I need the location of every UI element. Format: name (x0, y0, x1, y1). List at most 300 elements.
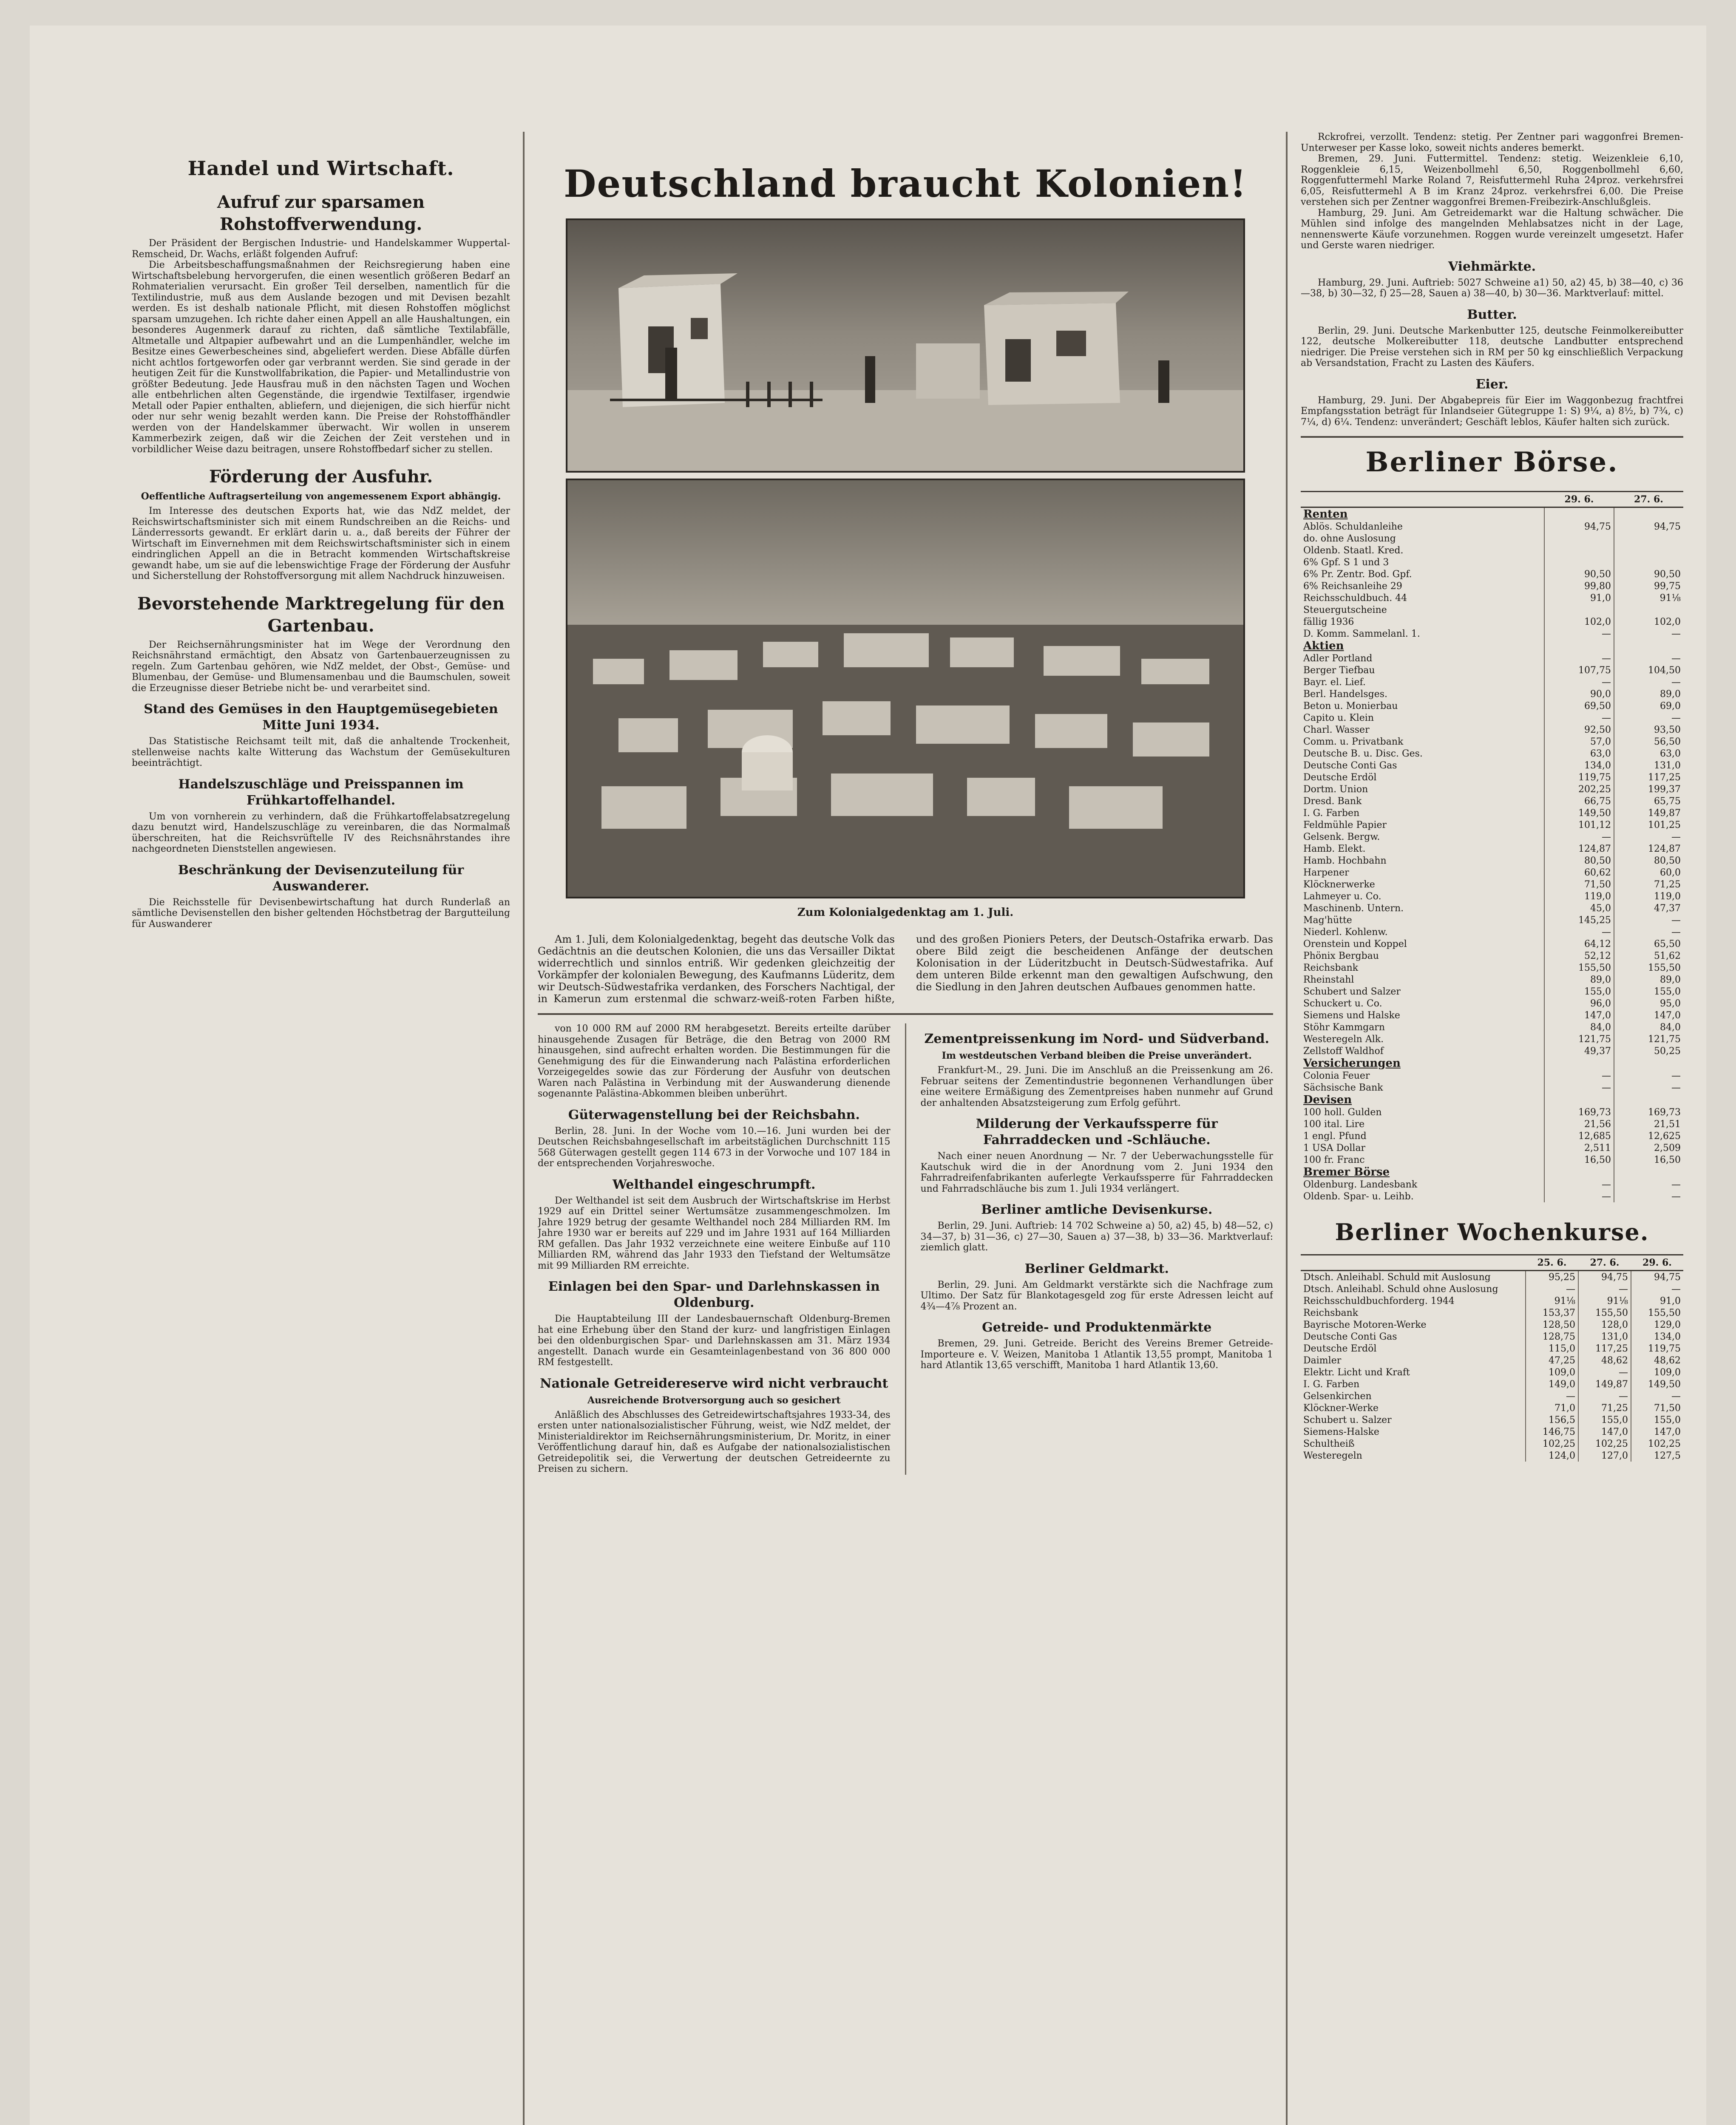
quote-value: — (1614, 1190, 1683, 1202)
quote-value (1614, 1166, 1683, 1179)
security-name: Deutsche B. u. Disc. Ges. (1303, 748, 1423, 759)
table-row (1301, 807, 1683, 819)
center-subcolumn-1 (538, 1023, 891, 1475)
security-name: Schultheiß (1303, 1438, 1355, 1449)
security-name: Siemens-Halske (1303, 1426, 1379, 1437)
table-row (1301, 974, 1683, 986)
table-row (1301, 1033, 1683, 1045)
article-text: Bremen, 29. Juni. Getreide. Bericht des Vereins Bremer Getreide-Importeure e. V. Weizen, Manitoba 1 Atlantik 13,55 prompt, Manitoba 1 hard Atlantik 13,65 verschifft, Manitoba 1 hard Atlantik 13,60. (920, 1338, 1273, 1371)
security-name: Klöckner-Werke (1303, 1402, 1379, 1414)
quote-value: 155,0 (1631, 1414, 1683, 1426)
quote-value (1614, 1057, 1683, 1070)
table-row (1301, 1366, 1683, 1378)
security-name: Capito u. Klein (1303, 712, 1374, 723)
table-row (1301, 1190, 1683, 1202)
security-name: Oldenburg. Landesbank (1303, 1179, 1418, 1190)
horizontal-rule (1301, 436, 1683, 438)
quote-value: — (1544, 1179, 1614, 1190)
table-row (1301, 1331, 1683, 1343)
main-title: Deutschland braucht Kolonien! (564, 162, 1247, 206)
table-row (1301, 616, 1683, 628)
security-name: Berl. Handelsges. (1303, 688, 1388, 700)
quote-value: 147,0 (1578, 1426, 1631, 1438)
table-row (1301, 771, 1683, 783)
article-title: Milderung der Verkaufssperre für Fahrraddecken und -Schläuche. (976, 1116, 1218, 1148)
article-paragraph: Im Interesse des deutschen Exports hat, wie das NdZ meldet, der Reichswirtschaftsminister sich mit einem Rundschreiben an die Reichs- und Länderressorts gewandt. Er erklärt darin u. a., daß bereits der Führer der Wirtschaft im Einvernehmen mit dem Reichswirtschaftsminister sich in einem eindringlichen Appell an die in Betracht kommenden Wirtschaftskreise gewandt habe, um sie auf die lebenswichtige Frage der Förderung der Ausfuhr und Sicherstellung der Rohstoffversorgung mit allem Nachdruck hinzuweisen. (132, 506, 510, 581)
security-name: Westeregeln Alk. (1303, 1034, 1384, 1045)
quote-value: 60,62 (1544, 867, 1614, 878)
table-row (1301, 736, 1683, 748)
quote-value: 56,50 (1614, 736, 1683, 748)
quote-value: 119,0 (1614, 890, 1683, 902)
quote-value: 124,0 (1526, 1450, 1578, 1462)
article-title: Berliner amtliche Devisenkurse. (981, 1202, 1213, 1217)
table-row (1301, 1450, 1683, 1462)
article-text: Berlin, 29. Juni. Auftrieb: 14 702 Schweine a) 50, a2) 45, b) 48—52, c) 34—37, b) 31—36, c) 27—30, Sauen a) 37—38, b) 33—36. Marktverlauf: ziemlich glatt. (920, 1221, 1273, 1253)
table-row (1301, 1166, 1683, 1179)
security-name: Dtsch. Anleihabl. Schuld ohne Auslosung (1303, 1284, 1498, 1295)
quote-value: 127,0 (1578, 1450, 1631, 1462)
table-row (1301, 997, 1683, 1009)
quote-value: 169,73 (1544, 1106, 1614, 1118)
table-row (1301, 1179, 1683, 1190)
security-name: Dresd. Bank (1303, 796, 1362, 807)
article-title: Berliner Geldmarkt. (1024, 1261, 1169, 1276)
photo-settlement-early (566, 218, 1245, 473)
quote-value: 84,0 (1544, 1021, 1614, 1033)
quote-value: 16,50 (1544, 1154, 1614, 1166)
quote-value: 51,62 (1614, 950, 1683, 962)
security-name: Gelsenk. Bergw. (1303, 831, 1380, 842)
table-row (1301, 1378, 1683, 1390)
security-name: Harpener (1303, 867, 1349, 878)
article-paragraph: Um von vornherein zu verhindern, daß die Frühkartoffelabsatzregelung dazu benutzt wird, Handelszuschläge zu vereinbaren, die das Normalmaß überschreiten, hat die Reichsvrüftelle IV des Reichsnährstandes ihre nachgeordneten Dienststellen angewiesen. (132, 811, 510, 854)
article-title: Förderung der Ausfuhr. (209, 467, 433, 487)
security-name: Daimler (1303, 1355, 1342, 1366)
article-gartenbau (132, 593, 510, 694)
quote-value: 145,25 (1544, 914, 1614, 926)
table-row (1301, 795, 1683, 807)
market-report-text: Bremen, 29. Juni. Futtermittel. Tendenz: stetig. Weizenkleie 6,10, Roggenkleie 6,15, Weizenbollmehl 6,50, Roggenbollmehl 6,60, Roggenfuttermehl Marke Roland 7, Reisfuttermehl Ruha 24proz. verkehrsfrei 6,05, Reisfuttermehl A B im Kranz 24proz. verkehrsfrei 6,00. Die Preise verstehen sich per Zentner waggonfrei Bremen-Freibezirk-Anschlußgleis. (1301, 153, 1683, 207)
quote-value: — (1544, 628, 1614, 640)
security-name: Westeregeln (1303, 1450, 1362, 1461)
security-name: Sächsische Bank (1303, 1082, 1383, 1093)
quote-value: 149,87 (1614, 807, 1683, 819)
quote-value: — (1614, 712, 1683, 724)
table-row (1301, 652, 1683, 664)
quote-value: 101,12 (1544, 819, 1614, 831)
section-heading: Handel und Wirtschaft. (187, 157, 454, 180)
table-row (1301, 1021, 1683, 1033)
quote-value: — (1526, 1390, 1578, 1402)
quote-value (1544, 1094, 1614, 1106)
quote-value: 119,75 (1544, 771, 1614, 783)
security-name: Berger Tiefbau (1303, 665, 1375, 676)
table-row (1301, 1130, 1683, 1142)
security-name: Comm. u. Privatbank (1303, 736, 1404, 747)
article-paragraph: Der Reichsernährungsminister hat im Wege der Verordnung den Reichsnährstand ermächtigt, den Absatz von Gartenbauerzeugnissen zu regeln. Zum Gartenbau gehören, wie NdZ meldet, der Obst-, Gemüse- und Blumenbau, der Gemüse- und Blumensamenbau und die Baumschulen, soweit die Erzeugnisse dieser Betriebe nicht be- und verarbeitet sind. (132, 639, 510, 694)
quote-value: 12,625 (1614, 1130, 1683, 1142)
table-row (1301, 926, 1683, 938)
quote-value: — (1631, 1283, 1683, 1295)
quote-value: 115,0 (1526, 1343, 1578, 1354)
quote-value: 94,75 (1614, 521, 1683, 533)
table-row (1301, 1414, 1683, 1426)
quote-value: — (1578, 1366, 1631, 1378)
market-report-title: Viehmärkte. (1448, 259, 1536, 274)
quote-value: — (1614, 926, 1683, 938)
security-name: 1 USA Dollar (1303, 1142, 1366, 1153)
article-subtitle: Ausreichende Brotversorgung auch so gesichert (587, 1394, 841, 1406)
table-row (1301, 1295, 1683, 1307)
market-reports (1301, 132, 1683, 428)
security-name: Mag'hütte (1303, 915, 1352, 926)
quote-value: 109,0 (1631, 1366, 1683, 1378)
article-title: Handelszuschläge und Preisspannen im Frühkartoffelhandel. (178, 776, 464, 808)
quote-value: 94,75 (1578, 1271, 1631, 1284)
quote-value: 107,75 (1544, 664, 1614, 676)
table-row (1301, 568, 1683, 580)
table-header: 27. 6. (1578, 1255, 1631, 1271)
table-row (1301, 855, 1683, 867)
table-row (1301, 700, 1683, 712)
quote-value: 65,50 (1614, 938, 1683, 950)
security-name: Stöhr Kammgarn (1303, 1022, 1385, 1033)
article-title: Aufruf zur sparsamen Rohstoffverwendung. (217, 192, 425, 234)
table-row (1301, 1057, 1683, 1070)
quote-value: 93,50 (1614, 724, 1683, 736)
quote-value: 66,75 (1544, 795, 1614, 807)
article-text: Berlin, 28. Juni. In der Woche vom 10.—16. Juni wurden bei der Deutschen Reichsbahngesellschaft im arbeitstäglichen Durchschnitt 115 568 Güterwagen gestellt gegen 114 673 in der Vorwoche und 107 184 in der entsprechenden Vorjahreswoche. (538, 1125, 891, 1169)
quote-value: 134,0 (1631, 1331, 1683, 1343)
quote-value: 202,25 (1544, 783, 1614, 795)
article-title: Nationale Getreidereserve wird nicht verbraucht (540, 1376, 888, 1391)
quote-value: 91⅛ (1578, 1295, 1631, 1307)
quote-value: 128,75 (1526, 1331, 1578, 1343)
quote-value: 102,25 (1578, 1438, 1631, 1450)
quote-value (1614, 640, 1683, 652)
quote-value: — (1578, 1390, 1631, 1402)
security-name: Reichsschuldbuchforderg. 1944 (1303, 1295, 1455, 1306)
security-name: D. Komm. Sammelanl. 1. (1303, 628, 1420, 639)
quote-value: — (1544, 831, 1614, 843)
quote-value (1614, 544, 1683, 556)
quote-value: — (1614, 1082, 1683, 1094)
quote-value (1614, 1094, 1683, 1106)
newspaper-page (30, 26, 1706, 2125)
security-name: do. ohne Auslosung (1303, 533, 1396, 544)
security-name: Aktien (1303, 640, 1344, 652)
table-row (1301, 1319, 1683, 1331)
table-row (1301, 1009, 1683, 1021)
quote-value: 147,0 (1631, 1426, 1683, 1438)
quote-value: 16,50 (1614, 1154, 1683, 1166)
article-text: Anläßlich des Abschlusses des Getreidewirtschaftsjahres 1933-34, des ersten unter nationalsozialistischer Führung, weist, wie NdZ meldet, der Ministerialdirektor im Reichsernährungsministerium, Dr. Moritz, in einer Veröffentlichung darauf hin, daß es Aufgabe der nationalsozialistischen Getreidepolitik sei, die Verwertung der deutschen Getreideernte zu Preisen zu sichern. (538, 1409, 891, 1474)
quote-value: 94,75 (1631, 1271, 1683, 1284)
quote-value: — (1614, 628, 1683, 640)
market-report-title: Eier. (1475, 377, 1509, 392)
table-row (1301, 986, 1683, 997)
quote-value (1544, 1057, 1614, 1070)
table-row (1301, 724, 1683, 736)
security-name: Bayr. el. Lief. (1303, 677, 1366, 688)
table-row (1301, 1390, 1683, 1402)
quote-value: 71,25 (1578, 1402, 1631, 1414)
quote-value: — (1631, 1390, 1683, 1402)
quote-value: 21,51 (1614, 1118, 1683, 1130)
quote-value: 149,87 (1578, 1378, 1631, 1390)
center-column (538, 132, 1273, 2125)
table-row (1301, 1307, 1683, 1319)
security-name: 100 fr. Franc (1303, 1154, 1365, 1165)
market-report-text: Hamburg, 29. Juni. Am Getreidemarkt war die Haltung schwächer. Die Mühlen sind infolge des mangelnden Mehlabsatzes nicht in der Lage, nennenswerte Käufe vorzunehmen. Roggen wurde vereinzelt umgesetzt. Hafer und Gerste waren niedriger. (1301, 207, 1683, 251)
quote-value: 48,62 (1578, 1354, 1631, 1366)
quote-value: — (1544, 676, 1614, 688)
table-row (1301, 521, 1683, 533)
quote-value: 153,37 (1526, 1307, 1578, 1319)
table-row (1301, 1426, 1683, 1438)
table-row (1301, 902, 1683, 914)
horizontal-rule (538, 1013, 1273, 1015)
market-report-title: Butter. (1467, 307, 1517, 322)
market-report-text: Berlin, 29. Juni. Deutsche Markenbutter 125, deutsche Feinmolkereibutter 122, deutsche Molkereibutter 118, deutsche Landbutter entsprechend niedriger. Die Preise verstehen sich in RM per 50 kg einschließlich Verpackung ab Versandstation, Fracht zu Lasten des Käufers. (1301, 325, 1683, 368)
table-row (1301, 759, 1683, 771)
quote-value: 90,50 (1544, 568, 1614, 580)
security-name: Deutsche Conti Gas (1303, 760, 1397, 771)
quote-value: 64,12 (1544, 938, 1614, 950)
security-name: Oldenb. Spar- u. Leihb. (1303, 1191, 1414, 1202)
column-rule (905, 1023, 906, 1475)
quote-value: 91,0 (1631, 1295, 1683, 1307)
wochenkurse-table (1301, 1254, 1683, 1462)
article-text: von 10 000 RM auf 2000 RM herabgesetzt. Bereits erteilte darüber hinausgehende Zusagen für Beträge, die den Betrag von 2000 RM hinausgehen, sind aufrecht erhalten worden. Die Bestimmungen für die Genehmigung des für die Einwanderung nach Palästina erforderlichen Vorzeigegeldes sowie das zur Förderung der Ausfuhr von deutschen Waren nach Palästina in Verbindung mit der Auswanderung dienende sogenannte Palästina-Abkommen bleiben unberührt. (538, 1023, 891, 1099)
quote-value: — (1544, 1190, 1614, 1202)
quote-value: 134,0 (1544, 759, 1614, 771)
table-row (1301, 819, 1683, 831)
quote-value: 71,25 (1614, 878, 1683, 890)
article-title: Güterwagenstellung bei der Reichsbahn. (568, 1107, 860, 1122)
quote-value: 45,0 (1544, 902, 1614, 914)
quote-value: — (1614, 831, 1683, 843)
quote-value: 89,0 (1544, 974, 1614, 986)
quote-value: 128,0 (1578, 1319, 1631, 1331)
article-title: Zementpreissenkung im Nord- und Südverband. (924, 1031, 1269, 1046)
quote-value (1544, 533, 1614, 544)
security-name: 1 engl. Pfund (1303, 1130, 1367, 1142)
right-column (1301, 132, 1683, 2125)
quote-value (1614, 604, 1683, 616)
table-row (1301, 628, 1683, 640)
security-name: Devisen (1303, 1094, 1352, 1106)
security-name: Charl. Wasser (1303, 724, 1370, 735)
security-name: I. G. Farben (1303, 1379, 1360, 1390)
quote-value: — (1544, 1082, 1614, 1094)
table-row (1301, 914, 1683, 926)
table-row (1301, 507, 1683, 521)
quote-value: 131,0 (1614, 759, 1683, 771)
security-name: Versicherungen (1303, 1057, 1401, 1070)
quote-value: — (1544, 926, 1614, 938)
quote-value: 47,25 (1526, 1354, 1578, 1366)
article-title: Beschränkung der Devisenzuteilung für Auswanderer. (178, 862, 464, 894)
quote-value: — (1578, 1283, 1631, 1295)
quote-value (1544, 640, 1614, 652)
article-title: Stand des Gemüses in den Hauptgemüsegebieten Mitte Juni 1934. (144, 702, 498, 733)
article-text: Berlin, 29. Juni. Am Geldmarkt verstärkte sich die Nachfrage zum Ultimo. Der Satz für Blankotagesgeld zog für erste Adressen leicht auf 4¾—4⅞ Prozent an. (920, 1279, 1273, 1312)
photo-settlement-later (566, 479, 1245, 898)
security-name: Siemens und Halske (1303, 1010, 1400, 1021)
market-report-text: Hamburg, 29. Juni. Der Abgabepreis für Eier im Waggonbezug frachtfrei Empfangsstation beträgt für Inlandseier Gütegruppe 1: S) 9¼, a) 8½, b) 7¾, c) 7¼, d) 6¼. Tendenz: unverändert; Geschäft leblos, Käufer halten sich zurück. (1301, 395, 1683, 428)
quote-value (1614, 533, 1683, 544)
quote-value: 117,25 (1614, 771, 1683, 783)
table-row (1301, 867, 1683, 878)
quote-value: — (1544, 1070, 1614, 1082)
security-name: Hamb. Hochbahn (1303, 855, 1387, 866)
security-name: Reichsbank (1303, 1307, 1359, 1318)
quote-value: 155,0 (1544, 986, 1614, 997)
quote-value: 102,25 (1526, 1438, 1578, 1450)
security-name: Reichsschuldbuch. 44 (1303, 592, 1407, 604)
table-row (1301, 1283, 1683, 1295)
quote-value: 169,73 (1614, 1106, 1683, 1118)
quote-value: 71,50 (1544, 878, 1614, 890)
quote-value: 131,0 (1578, 1331, 1631, 1343)
quote-value: 60,0 (1614, 867, 1683, 878)
quote-value: 91⅛ (1614, 592, 1683, 604)
security-name: Rheinstahl (1303, 974, 1354, 985)
quote-value (1544, 1166, 1614, 1179)
quote-value: 91,0 (1544, 592, 1614, 604)
article-subtitle: Oeffentliche Auftragserteilung von angemessenem Export abhängig. (141, 491, 501, 502)
article-ausfuhr (132, 466, 510, 582)
quote-value: 199,37 (1614, 783, 1683, 795)
article-rohstoff (132, 191, 510, 455)
security-name: Schuckert u. Co. (1303, 998, 1382, 1009)
quote-value: 109,0 (1526, 1366, 1578, 1378)
column-rule (1286, 132, 1288, 2125)
article-paragraph: Die Arbeitsbeschaffungsmaßnahmen der Reichsregierung haben eine Wirtschaftsbelebung hervorgerufen, die einen wesentlich größeren Bedarf an Rohmaterialien verursacht. Ein großer Teil derselben, namentlich für die Textilindustrie, muß aus dem Auslande bezogen und mit Devisen bezahlt werden. Es ist deshalb nationale Pflicht, mit diesen Rohstoffen möglichst sparsam umzugehen. Ich richte daher einen Appell an alle Haushaltungen, ein besonderes Augenmerk darauf zu richten, daß sämtliche Textilabfälle, Altmetalle und Altpapier aufbewahrt und an die Lumpenhändler, welche im Besitze eines Gewerbescheines sind, abgeliefert werden. Diese Abfälle dürfen nicht achtlos fortgeworfen oder gar verbrannt werden. Sie sind gerade in der heutigen Zeit für die Kunstwollfabrikation, die Papier- und Metallindustrie von größter Bedeutung. Jede Hausfrau muß in den nächsten Tagen und Wochen alle entbehrlichen alten Gegenstände, die irgendwie Textilfaser, irgendwie Metall oder Papier enthalten, abliefern, und diejenigen, die sich hierfür nicht oder nur sehr wenig bezahlt werden kann. Die Preise der Rohstoffhändler werden von der Handelskammer überwacht. Wir wollen in unserem Kammerbezirk zeigen, daß wir die Zeichen der Zeit verstehen und in vorbildlicher Weise dazu beitragen, unsere Rohstoffbedarf sicher zu stellen. (132, 260, 510, 455)
quote-value: 57,0 (1544, 736, 1614, 748)
quote-value: 84,0 (1614, 1021, 1683, 1033)
article-text: Nach einer neuen Anordnung — Nr. 7 der Ueberwachungsstelle für Kautschuk wird die in der Anordnung vom 2. Juni 1934 den Fahrradreifenfabrikanten auferlegte Verkaufssperre für Fahrraddecken und Fahrradschläuche bis zum 1. Juli 1934 verlängert. (920, 1151, 1273, 1194)
boerse-title: Berliner Börse. (1365, 446, 1619, 478)
article-title: Bevorstehende Marktregelung für den Gartenbau. (137, 593, 505, 636)
security-name: Klöcknerwerke (1303, 879, 1375, 890)
article-title: Welthandel eingeschrumpft. (613, 1177, 816, 1192)
quote-value: 47,37 (1614, 902, 1683, 914)
table-row (1301, 1402, 1683, 1414)
table-row (1301, 1118, 1683, 1130)
security-name: Dtsch. Anleihabl. Schuld mit Auslosung (1303, 1272, 1491, 1283)
table-header: 25. 6. (1526, 1255, 1578, 1271)
article-fruehkartoffel (132, 776, 510, 855)
quote-value: 92,50 (1544, 724, 1614, 736)
quote-value: 69,0 (1614, 700, 1683, 712)
quote-value: 99,75 (1614, 580, 1683, 592)
table-row (1301, 1094, 1683, 1106)
quote-value (1544, 544, 1614, 556)
quote-value: 147,0 (1614, 1009, 1683, 1021)
boerse-table (1301, 491, 1683, 1202)
table-header: 29. 6. (1631, 1255, 1683, 1271)
quote-value: 102,0 (1614, 616, 1683, 628)
security-name: Bremer Börse (1303, 1166, 1390, 1179)
quote-value: 71,50 (1631, 1402, 1683, 1414)
security-name: 6% Reichsanleihe 29 (1303, 581, 1402, 592)
quote-value: 129,0 (1631, 1319, 1683, 1331)
quote-value: 94,75 (1544, 521, 1614, 533)
quote-value: 91⅛ (1526, 1295, 1578, 1307)
table-row (1301, 1070, 1683, 1082)
security-name: Gelsenkirchen (1303, 1391, 1372, 1402)
quote-value (1544, 604, 1614, 616)
quote-value: 49,37 (1544, 1045, 1614, 1057)
security-name: Niederl. Kohlenw. (1303, 926, 1388, 938)
table-header (1301, 1255, 1526, 1271)
table-header: 29. 6. (1544, 492, 1614, 507)
security-name: Schubert und Salzer (1303, 986, 1401, 997)
quote-value: 121,75 (1614, 1033, 1683, 1045)
table-row (1301, 962, 1683, 974)
security-name: Steuergutscheine (1303, 604, 1387, 615)
security-name: Beton u. Monierbau (1303, 700, 1398, 711)
quote-value: 149,50 (1544, 807, 1614, 819)
security-name: Ablös. Schuldanleihe (1303, 521, 1403, 532)
left-column (132, 144, 510, 2125)
photo-caption: Zum Kolonialgedenktag am 1. Juli. (797, 906, 1014, 919)
security-name: Zellstoff Waldhof (1303, 1046, 1384, 1057)
quote-value: 127,5 (1631, 1450, 1683, 1462)
quote-value: 104,50 (1614, 664, 1683, 676)
quote-value: 146,75 (1526, 1426, 1578, 1438)
market-report-text: Hamburg, 29. Juni. Auftrieb: 5027 Schweine a1) 50, a2) 45, b) 38—40, c) 36—38, b) 30—32, f) 25—28, Sauen a) 38—40, b) 30—36. Marktverlauf: mittel. (1301, 277, 1683, 299)
article-text: Die Hauptabteilung III der Landesbauernschaft Oldenburg-Bremen hat eine Erhebung über den Stand der kurz- und langfristigen Einlagen bei den oldenburgischen Spar- und Darlehnskassen am 31. März 1934 angestellt. Danach wurde ein Gesamteinlagenbestand von 36 800 000 RM festgestellt. (538, 1314, 891, 1368)
quote-value: 124,87 (1614, 843, 1683, 855)
table-row (1301, 878, 1683, 890)
quote-value: 101,25 (1614, 819, 1683, 831)
security-name: Reichsbank (1303, 962, 1359, 973)
quote-value: 156,5 (1526, 1414, 1578, 1426)
quote-value (1614, 507, 1683, 521)
table-row (1301, 592, 1683, 604)
security-name: Deutsche Conti Gas (1303, 1331, 1397, 1342)
quote-value: 155,50 (1544, 962, 1614, 974)
quote-value: 155,0 (1614, 986, 1683, 997)
quote-value: — (1544, 712, 1614, 724)
security-name: Phönix Bergbau (1303, 950, 1379, 961)
quote-value: — (1526, 1283, 1578, 1295)
table-row (1301, 748, 1683, 759)
table-row (1301, 712, 1683, 724)
quote-value: — (1614, 914, 1683, 926)
quote-value: 149,0 (1526, 1378, 1578, 1390)
quote-value: — (1614, 676, 1683, 688)
quote-value: 124,87 (1544, 843, 1614, 855)
quote-value: 2,509 (1614, 1142, 1683, 1154)
quote-value: 128,50 (1526, 1319, 1578, 1331)
table-row (1301, 580, 1683, 592)
quote-value: 96,0 (1544, 997, 1614, 1009)
quote-value: 95,25 (1526, 1271, 1578, 1284)
table-row (1301, 1354, 1683, 1366)
table-row (1301, 950, 1683, 962)
quote-value: 2,511 (1544, 1142, 1614, 1154)
intro-paragraph: Am 1. Juli, dem Kolonialgedenktag, begeht das deutsche Volk das Gedächtnis an die deutschen Kolonien, die uns das Versailler Diktat widerrechtlich und sinnlos entriß. Wir gedenken gleichzeitig der Vorkämpfer der kolonialen Bewegung, des Kaufmanns Lüderitz, dem wir Deutsch-Südwestafrika verdanken, des Forschers Nachtigal, der in Kamerun zum erstenmal die schwarz-weiß-roten Farben hißte, und des großen Pioniers Peters, der Deutsch-Ostafrika erwarb. Das obere Bild zeigt die bescheidenen Anfänge der deutschen Kolonisation in der Lüderitzbucht in Deutsch-Südwestafrika. Auf dem unteren Bilde erkennt man den gewaltigen Aufschwung, den die Siedlung in den Jahren deutschen Aufbaues genommen hatte. (538, 933, 1273, 1005)
security-name: 6% Pr. Zentr. Bod. Gpf. (1303, 569, 1412, 580)
quote-value: 95,0 (1614, 997, 1683, 1009)
security-name: Maschinenb. Untern. (1303, 903, 1404, 914)
quote-value: 121,75 (1544, 1033, 1614, 1045)
